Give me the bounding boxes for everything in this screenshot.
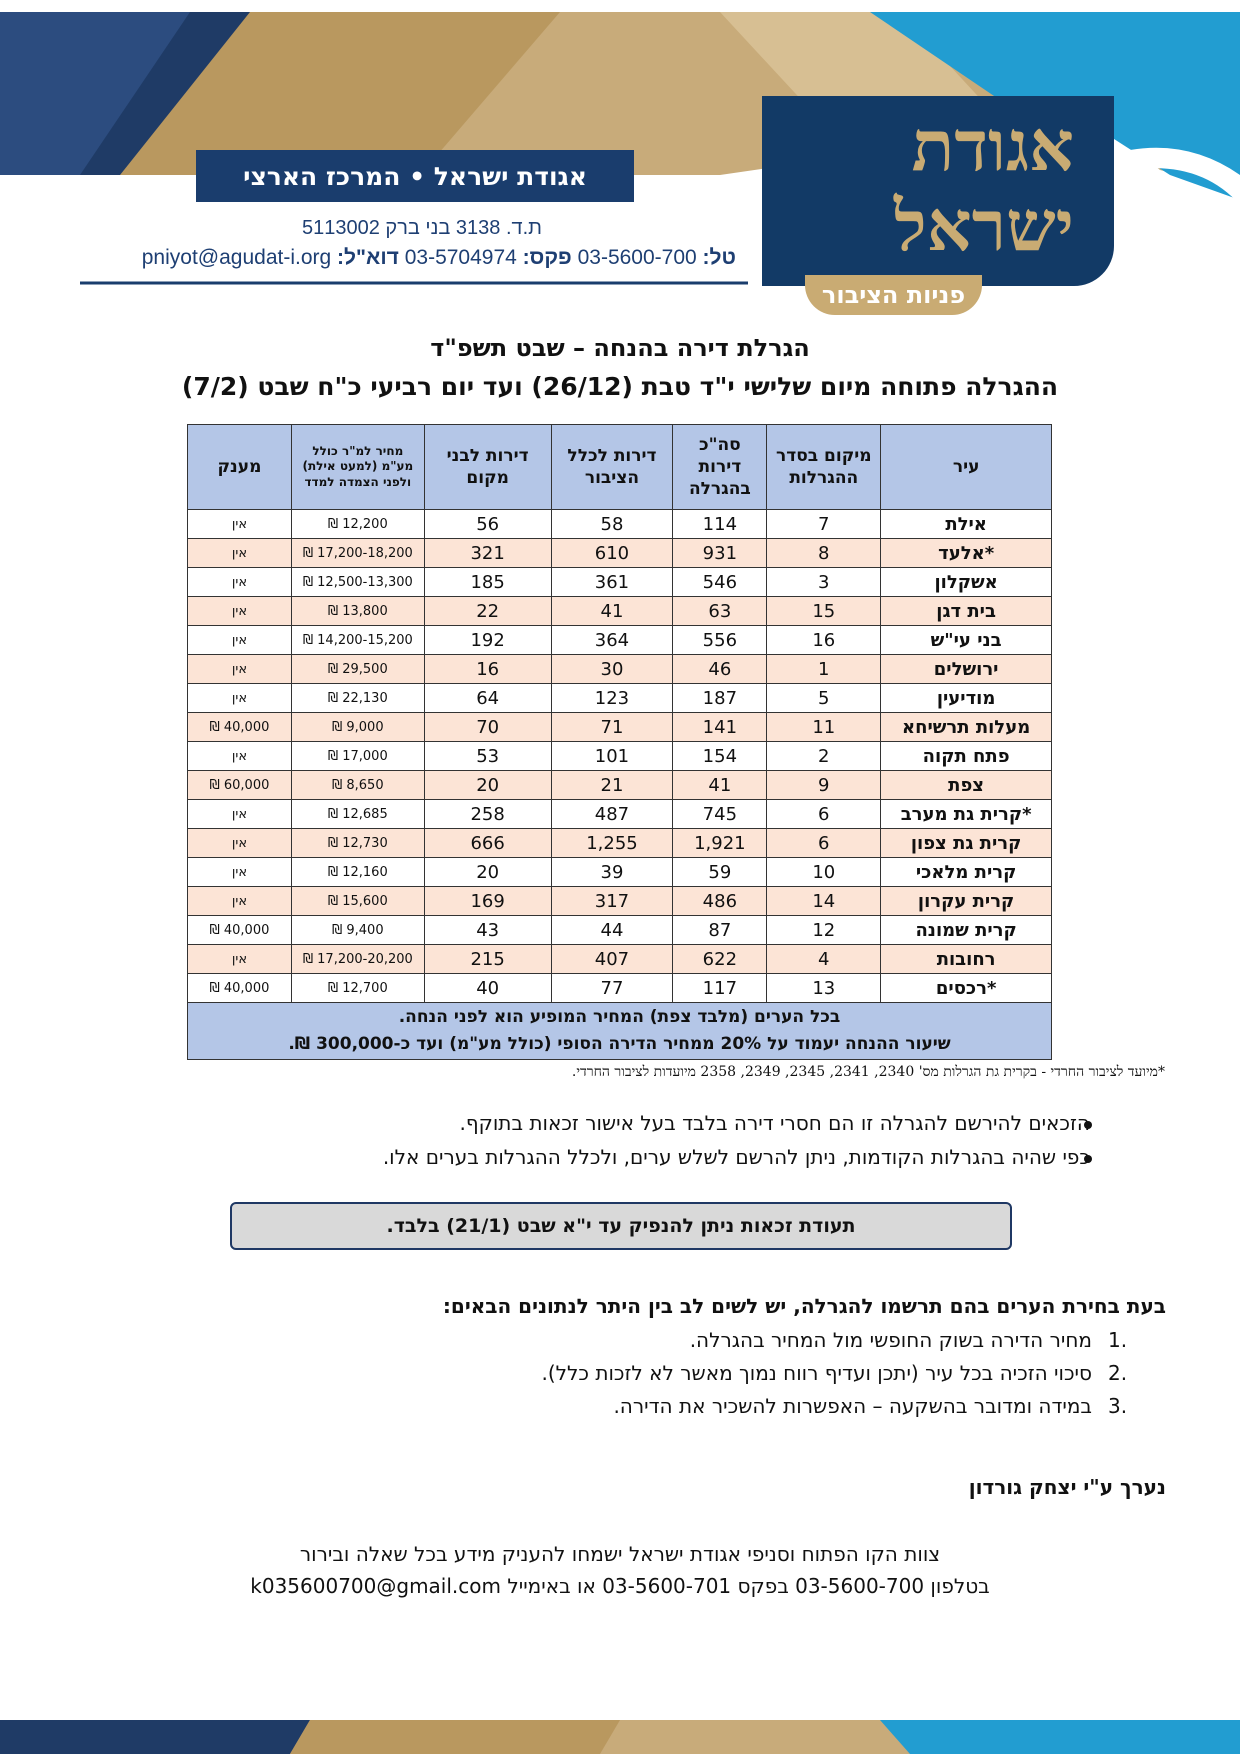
cell-price: 14,200-15,200 ₪	[291, 626, 424, 655]
cell-total: 546	[673, 568, 767, 597]
cell-city: אילת	[881, 510, 1052, 539]
cell-grant: 40,000 ₪	[188, 974, 292, 1003]
table-note-line-2: שיעור ההנחה יעמוד על 20% ממחיר הדירה הסופי (כולל מע"מ) ועד כ-300,000 ₪.	[288, 1034, 951, 1054]
fax-number: 03-5704974	[404, 246, 517, 269]
cell-locals: 192	[424, 626, 551, 655]
closing-line-2: בטלפון 03-5600-700 בפקס 03-5600-701 או באימייל k035600700@gmail.com	[250, 1574, 990, 1598]
cell-locals: 40	[424, 974, 551, 1003]
col-header-order: מיקום בסדר ההגרלות	[767, 425, 881, 510]
cell-order: 9	[767, 771, 881, 800]
address-line	[282, 217, 542, 240]
col-header-total: סה"כ דירות בהגרלה	[673, 425, 767, 510]
table-row	[188, 713, 1052, 742]
cell-locals: 20	[424, 858, 551, 887]
cell-price: 9,000 ₪	[291, 713, 424, 742]
tel-number: 03-5600-700	[577, 246, 697, 269]
cell-locals: 70	[424, 713, 551, 742]
cell-public: 41	[551, 597, 673, 626]
cell-city: *אלעד	[881, 539, 1052, 568]
cell-price: 22,130 ₪	[291, 684, 424, 713]
cell-city: קרית שמונה	[881, 916, 1052, 945]
cell-price: 12,700 ₪	[291, 974, 424, 1003]
cell-grant: אין	[188, 800, 292, 829]
col-header-public: דירות לכלל הציבור	[551, 425, 673, 510]
cell-city: פתח תקוה	[881, 742, 1052, 771]
list-number: 3.	[1108, 1394, 1128, 1418]
cell-grant: אין	[188, 539, 292, 568]
cell-price: 17,000 ₪	[291, 742, 424, 771]
organization-banner: אגודת ישראל • המרכז הארצי	[196, 150, 634, 202]
cell-grant: 60,000 ₪	[188, 771, 292, 800]
cell-total: 41	[673, 771, 767, 800]
cell-order: 6	[767, 800, 881, 829]
cell-order: 16	[767, 626, 881, 655]
cell-total: 87	[673, 916, 767, 945]
cell-grant: אין	[188, 626, 292, 655]
cell-price: 12,500-13,300 ₪	[291, 568, 424, 597]
cell-city: *רכסים	[881, 974, 1052, 1003]
cell-total: 46	[673, 655, 767, 684]
col-header-locals: דירות לבני מקום	[424, 425, 551, 510]
cell-grant: אין	[188, 510, 292, 539]
cell-price: 12,730 ₪	[291, 829, 424, 858]
email-address: pniyot@agudat-i.org	[141, 246, 332, 269]
table-row	[188, 916, 1052, 945]
table-row	[188, 887, 1052, 916]
cell-order: 8	[767, 539, 881, 568]
cell-price: 9,400 ₪	[291, 916, 424, 945]
logo-word-1: אגודת	[911, 104, 1074, 187]
consideration-item-3: במידה ומדובר בהשקעה – האפשרות להשכיר את הדירה.	[613, 1394, 1092, 1418]
cell-public: 58	[551, 510, 673, 539]
cell-price: 17,200-20,200 ₪	[291, 945, 424, 974]
cell-total: 622	[673, 945, 767, 974]
cell-public: 1,255	[551, 829, 673, 858]
cell-city: רחובות	[881, 945, 1052, 974]
cell-total: 63	[673, 597, 767, 626]
cell-public: 30	[551, 655, 673, 684]
cell-order: 4	[767, 945, 881, 974]
table-row	[188, 626, 1052, 655]
cell-locals: 53	[424, 742, 551, 771]
cell-grant: אין	[188, 945, 292, 974]
table-note-row	[188, 1003, 1052, 1060]
col-header-price: מחיר למ"ר כולל מע"מ (למעט אילת) ולפני הצמדה למדד	[291, 425, 424, 510]
certificate-deadline-box: תעודת זכאות ניתן להנפיק עד י"א שבט (21/1) בלבד.	[230, 1202, 1012, 1250]
cell-total: 187	[673, 684, 767, 713]
consideration-item-2: סיכוי הזכיה בכל עיר (יתכן ועדיף רווח נמוך מאשר לא לזכות כלל).	[541, 1361, 1092, 1385]
cell-public: 21	[551, 771, 673, 800]
cell-city: ירושלים	[881, 655, 1052, 684]
cell-public: 77	[551, 974, 673, 1003]
page-subtitle: ההגרלה פתוחה מיום שלישי י"ד טבת (26/12) ועד יום רביעי כ"ח שבט (7/2)	[181, 372, 1059, 401]
cell-grant: אין	[188, 597, 292, 626]
cell-order: 6	[767, 829, 881, 858]
cell-total: 59	[673, 858, 767, 887]
cell-locals: 169	[424, 887, 551, 916]
page-title: הגרלת דירה בהנחה – שבט תשפ"ד	[430, 334, 810, 362]
col-header-grant: מענק	[188, 425, 292, 510]
cell-price: 29,500 ₪	[291, 655, 424, 684]
closing-line-1: צוות הקו הפתוח וסניפי אגודת ישראל ישמחו להעניק מידע בכל שאלה ובירור	[299, 1542, 941, 1566]
cell-locals: 16	[424, 655, 551, 684]
cell-locals: 64	[424, 684, 551, 713]
cell-grant: אין	[188, 887, 292, 916]
cell-public: 71	[551, 713, 673, 742]
cell-locals: 321	[424, 539, 551, 568]
table-row	[188, 539, 1052, 568]
cell-public: 44	[551, 916, 673, 945]
cell-order: 1	[767, 655, 881, 684]
cell-public: 39	[551, 858, 673, 887]
table-row	[188, 597, 1052, 626]
signature: נערך ע"י יצחק גורדון	[968, 1475, 1166, 1499]
cell-grant: אין	[188, 655, 292, 684]
cell-price: 15,600 ₪	[291, 887, 424, 916]
table-row	[188, 742, 1052, 771]
cell-total: 1,921	[673, 829, 767, 858]
cell-order: 3	[767, 568, 881, 597]
cell-order: 5	[767, 684, 881, 713]
contact-line	[96, 246, 736, 270]
considerations-heading: בעת בחירת הערים בהם תרשמו להגרלה, יש לשים לב בין היתר לנתונים הבאים:	[442, 1294, 1166, 1318]
cell-order: 2	[767, 742, 881, 771]
cell-order: 10	[767, 858, 881, 887]
table-header-row	[188, 425, 1052, 510]
table-body	[188, 510, 1052, 1003]
table-row	[188, 858, 1052, 887]
email-label: דוא"ל:	[337, 246, 399, 269]
col-header-city: עיר	[881, 425, 1052, 510]
table-note-line-1: בכל הערים (מלבד צפת) המחיר המופיע הוא לפני הנחה.	[398, 1006, 841, 1027]
cell-price: 12,160 ₪	[291, 858, 424, 887]
cell-grant: אין	[188, 684, 292, 713]
table-row	[188, 800, 1052, 829]
cell-order: 12	[767, 916, 881, 945]
bullet-2: כפי שהיה בהגרלות הקודמות, ניתן להרשם לשלש ערים, ולכלל ההגרלות בערים אלו.	[382, 1145, 1090, 1169]
cell-grant: 40,000 ₪	[188, 713, 292, 742]
cell-public: 610	[551, 539, 673, 568]
cell-locals: 666	[424, 829, 551, 858]
cell-total: 745	[673, 800, 767, 829]
consideration-item-1: מחיר הדירה בשוק החופשי מול המחיר בהגרלה.	[689, 1328, 1092, 1352]
table-row	[188, 829, 1052, 858]
cell-locals: 258	[424, 800, 551, 829]
cell-grant: אין	[188, 858, 292, 887]
cell-grant: אין	[188, 568, 292, 597]
cell-locals: 43	[424, 916, 551, 945]
cell-city: בני עי"ש	[881, 626, 1052, 655]
footer-background	[0, 1720, 1240, 1754]
table-row	[188, 568, 1052, 597]
bullet-1: הזכאים להירשם להגרלה זו הם חסרי דירה בלבד בעל אישור זכאות בתוקף.	[459, 1111, 1090, 1135]
list-number: 2.	[1108, 1361, 1128, 1385]
cell-price: 12,685 ₪	[291, 800, 424, 829]
cell-order: 13	[767, 974, 881, 1003]
cell-city: צפת	[881, 771, 1052, 800]
table-row	[188, 945, 1052, 974]
cell-grant: אין	[188, 829, 292, 858]
table-row	[188, 974, 1052, 1003]
cell-locals: 20	[424, 771, 551, 800]
tel-label: טל:	[702, 246, 736, 269]
cell-public: 407	[551, 945, 673, 974]
cell-order: 11	[767, 713, 881, 742]
cell-total: 154	[673, 742, 767, 771]
cell-public: 361	[551, 568, 673, 597]
cell-locals: 185	[424, 568, 551, 597]
cell-locals: 22	[424, 597, 551, 626]
table-row	[188, 771, 1052, 800]
cell-city: קרית גת צפון	[881, 829, 1052, 858]
cell-grant: 40,000 ₪	[188, 916, 292, 945]
lottery-table	[187, 424, 1052, 1060]
table-row	[188, 684, 1052, 713]
cell-total: 117	[673, 974, 767, 1003]
table-note	[188, 1003, 1052, 1060]
cell-public: 101	[551, 742, 673, 771]
table-row	[188, 510, 1052, 539]
cell-price: 8,650 ₪	[291, 771, 424, 800]
cell-price: 13,800 ₪	[291, 597, 424, 626]
cell-order: 7	[767, 510, 881, 539]
cell-city: מעלות תרשיחא	[881, 713, 1052, 742]
cell-total: 141	[673, 713, 767, 742]
fax-label: פקס:	[522, 246, 572, 269]
cell-city: בית דגן	[881, 597, 1052, 626]
cell-grant: אין	[188, 742, 292, 771]
cell-city: אשקלון	[881, 568, 1052, 597]
cell-price: 17,200-18,200 ₪	[291, 539, 424, 568]
cell-city: קרית עקרון	[881, 887, 1052, 916]
cell-locals: 56	[424, 510, 551, 539]
cell-public: 364	[551, 626, 673, 655]
cell-city: מודיעין	[881, 684, 1052, 713]
cell-public: 317	[551, 887, 673, 916]
address-text: ת.ד. 3138 בני ברק 5113002	[301, 217, 542, 239]
cell-city: *קרית גת מערב	[881, 800, 1052, 829]
cell-total: 931	[673, 539, 767, 568]
table-row	[188, 655, 1052, 684]
logo-tagline: פניות הציבור	[805, 275, 982, 315]
cell-order: 15	[767, 597, 881, 626]
logo-word-2: ישראל	[894, 184, 1074, 267]
agudat-israel-logo	[762, 96, 1114, 286]
cell-order: 14	[767, 887, 881, 916]
cell-total: 486	[673, 887, 767, 916]
cell-public: 123	[551, 684, 673, 713]
cell-locals: 215	[424, 945, 551, 974]
footnote: *מיועד לציבור החרדי - בקרית גת הגרלות מס' 2340, 2341, 2345, 2349, 2358 מיועדות לציבור החרדי.	[571, 1064, 1165, 1080]
cell-city: קרית מלאכי	[881, 858, 1052, 887]
list-number: 1.	[1108, 1328, 1128, 1352]
cell-total: 556	[673, 626, 767, 655]
cell-total: 114	[673, 510, 767, 539]
cell-price: 12,200 ₪	[291, 510, 424, 539]
cell-public: 487	[551, 800, 673, 829]
